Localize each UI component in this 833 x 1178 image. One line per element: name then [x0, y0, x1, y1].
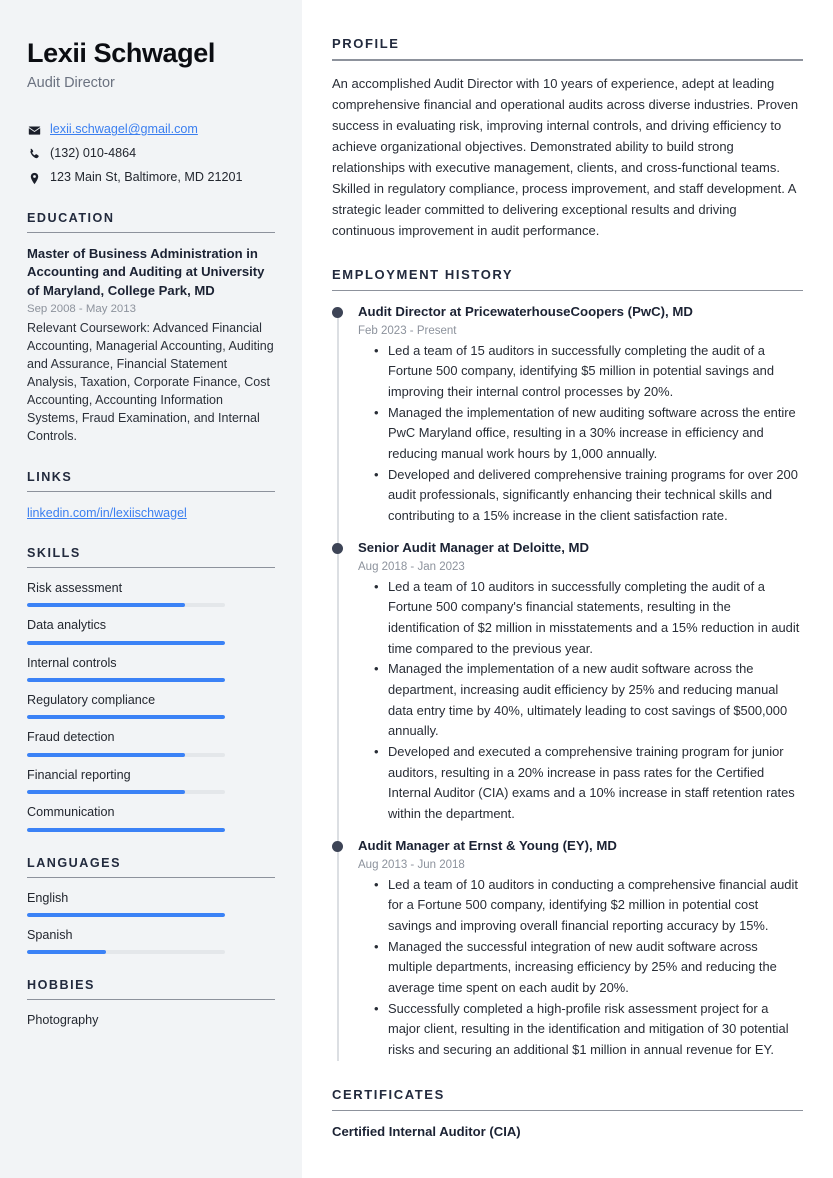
job-bullets	[358, 577, 803, 825]
skill-item	[27, 804, 275, 831]
links-heading: LINKS	[27, 469, 73, 484]
hobby-item: Photography	[27, 1013, 99, 1028]
skill-bar-fill	[27, 790, 185, 794]
education-entry	[27, 245, 275, 446]
education-heading: EDUCATION	[27, 210, 115, 225]
skill-label: Risk assessment	[27, 581, 123, 596]
job-bullet: • Developed and executed a comprehensive training program for junior auditors, resulting in a 20% increase in pass rates for the Certified Internal Auditor (CIA) exams and a 10% increase in staff retention rates within the department.	[374, 742, 803, 825]
phone-text: (132) 010-4864	[50, 146, 137, 161]
envelope-icon	[27, 124, 41, 137]
skill-bar-track	[27, 753, 225, 757]
job-title: Senior Audit Manager at Deloitte, MD	[358, 540, 590, 556]
skills-list	[27, 580, 275, 832]
languages-list	[27, 890, 275, 955]
linkedin-link[interactable]: linkedin.com/in/lexiischwagel	[27, 505, 187, 520]
section-skills	[27, 546, 275, 832]
profile-text: An accomplished Audit Director with 10 years of experience, adept at leading comprehensive financial and operational audits across diverse industries. Proven success in evaluating risk, improving internal controls, and driving efficiency to achieve organizational objectives. Demonstrated ability to build strong relationships with executive management, clients, and cross-functional teams. Skilled in regulatory compliance, process improvement, and staff development. A strategic leader committed to delivering exceptional results and driving continuous improvement in audit performance.	[332, 75, 799, 238]
language-bar-track	[27, 913, 225, 917]
section-hobbies	[27, 978, 275, 1028]
contact-block	[27, 122, 275, 187]
employment-timeline	[332, 303, 803, 1060]
job-bullets	[358, 875, 803, 1061]
language-bar-fill	[27, 913, 225, 917]
section-profile	[332, 36, 803, 241]
languages-rule	[27, 877, 275, 878]
main-content	[302, 0, 833, 1178]
skill-bar-fill	[27, 753, 185, 757]
employment-heading: EMPLOYMENT HISTORY	[332, 266, 514, 282]
job-title: Audit Manager at Ernst & Young (EY), MD	[358, 838, 617, 854]
job-bullet: • Led a team of 10 auditors in successfully completing the audit of a Fortune 500 company's financial statements, resulting in the identification of $2 million in misstatements and a 15% reduction in audit time compared to the previous year.	[374, 577, 803, 660]
person-name: Lexii Schwagel	[27, 38, 215, 68]
skill-bar-track	[27, 678, 225, 682]
contact-row-phone	[27, 146, 275, 163]
education-dates: Sep 2008 - May 2013	[27, 303, 136, 316]
job-bullet: • Managed the successful integration of new audit software across multiple departments, increasing efficiency by 25% and reducing the average time spent on each audit by 20%.	[374, 937, 803, 999]
skill-label: Data analytics	[27, 618, 107, 633]
job-bullet: • Developed and delivered comprehensive training programs for over 200 audit professionals, significantly enhancing their technical skills and contributing to a 15% increase in the client satisfaction rate.	[374, 465, 803, 527]
location-pin-icon	[27, 172, 41, 185]
job-dates: Feb 2023 - Present	[358, 324, 457, 337]
sidebar	[0, 0, 302, 1178]
hobbies-rule	[27, 999, 275, 1000]
language-label: English	[27, 890, 69, 905]
skill-item	[27, 655, 275, 682]
address-text: 123 Main St, Baltimore, MD 21201	[50, 170, 243, 185]
skill-label: Internal controls	[27, 655, 117, 670]
language-label: Spanish	[27, 927, 73, 942]
skill-bar-fill	[27, 715, 225, 719]
skill-label: Financial reporting	[27, 767, 131, 782]
job-title: Audit Director at PricewaterhouseCoopers (PwC), MD	[358, 304, 693, 320]
job-dates: Aug 2013 - Jun 2018	[358, 858, 465, 871]
job-entry	[332, 837, 803, 1060]
language-bar-fill	[27, 950, 106, 954]
employment-rule	[332, 290, 803, 292]
section-certificates	[332, 1087, 803, 1142]
section-links	[27, 470, 275, 523]
skill-item	[27, 692, 275, 719]
section-education	[27, 211, 275, 446]
skill-item	[27, 580, 275, 607]
language-item	[27, 890, 275, 917]
certificates-rule	[332, 1110, 803, 1112]
links-rule	[27, 491, 275, 492]
language-bar-track	[27, 950, 225, 954]
section-employment	[332, 267, 803, 1061]
job-entry	[332, 303, 803, 526]
certificates-heading: CERTIFICATES	[332, 1086, 445, 1102]
education-degree: Master of Business Administration in Accounting and Auditing at University of Maryland, College Park, MD	[27, 245, 265, 298]
job-bullet: • Managed the implementation of new auditing software across the entire PwC Maryland office, resulting in a 30% increase in efficiency and reducing manual work hours by 1,000 annually.	[374, 403, 803, 465]
person-job-title: Audit Director	[27, 74, 115, 91]
skill-label: Communication	[27, 805, 115, 820]
profile-heading: PROFILE	[332, 36, 400, 51]
skill-bar-fill	[27, 603, 185, 607]
job-entry	[332, 539, 803, 824]
job-bullet: • Led a team of 15 auditors in successfully completing the audit of a Fortune 500 company, identifying $5 million in potential savings and improving their internal control processes by 20%.	[374, 341, 803, 403]
skill-bar-fill	[27, 678, 225, 682]
hobbies-heading: HOBBIES	[27, 978, 95, 993]
job-bullet: • Managed the implementation of a new audit software across the department, increasing audit efficiency by 25% and reducing manual data entry time by 40%, ultimately leading to cost savings of $500,000 annually.	[374, 659, 803, 742]
skill-bar-fill	[27, 641, 225, 645]
skill-item	[27, 767, 275, 794]
phone-icon	[27, 148, 41, 161]
section-languages	[27, 856, 275, 955]
skill-label: Regulatory compliance	[27, 693, 156, 708]
education-description: Relevant Coursework: Advanced Financial Accounting, Managerial Accounting, Auditing and Assurance, Financial Statement Analysis, Taxation, Corporate Finance, Cost Accounting, Accounting Information Systems, Fraud Examination, and Internal Controls.	[27, 321, 274, 443]
education-rule	[27, 232, 275, 233]
skill-item	[27, 729, 275, 756]
job-bullet: • Successfully completed a high-profile risk assessment project for a major client, resulting in the identification and mitigation of 30 potential risks and securing an additional $1 million in annual revenue for EY.	[374, 999, 803, 1061]
job-dates: Aug 2018 - Jan 2023	[358, 560, 465, 573]
profile-rule	[332, 59, 803, 61]
skill-label: Fraud detection	[27, 730, 115, 745]
job-bullets	[358, 341, 803, 527]
languages-heading: LANGUAGES	[27, 855, 121, 870]
name-block	[27, 38, 275, 93]
language-item	[27, 927, 275, 954]
skills-rule	[27, 567, 275, 568]
skill-bar-track	[27, 641, 225, 645]
email-link[interactable]: lexii.schwagel@gmail.com	[50, 122, 198, 137]
skill-bar-track	[27, 715, 225, 719]
contact-row-email[interactable]	[27, 122, 275, 139]
skill-bar-track	[27, 828, 225, 832]
skill-item	[27, 617, 275, 644]
skill-bar-fill	[27, 828, 225, 832]
certificate-item: Certified Internal Auditor (CIA)	[332, 1124, 521, 1140]
contact-row-address	[27, 170, 275, 187]
skill-bar-track	[27, 603, 225, 607]
skills-heading: SKILLS	[27, 546, 81, 561]
job-bullet: • Led a team of 10 auditors in conducting a comprehensive financial audit for a Fortune 500 company, identifying $2 million in potential cost savings and improving overall financial reporting accuracy by 15%.	[374, 875, 803, 937]
skill-bar-track	[27, 790, 225, 794]
